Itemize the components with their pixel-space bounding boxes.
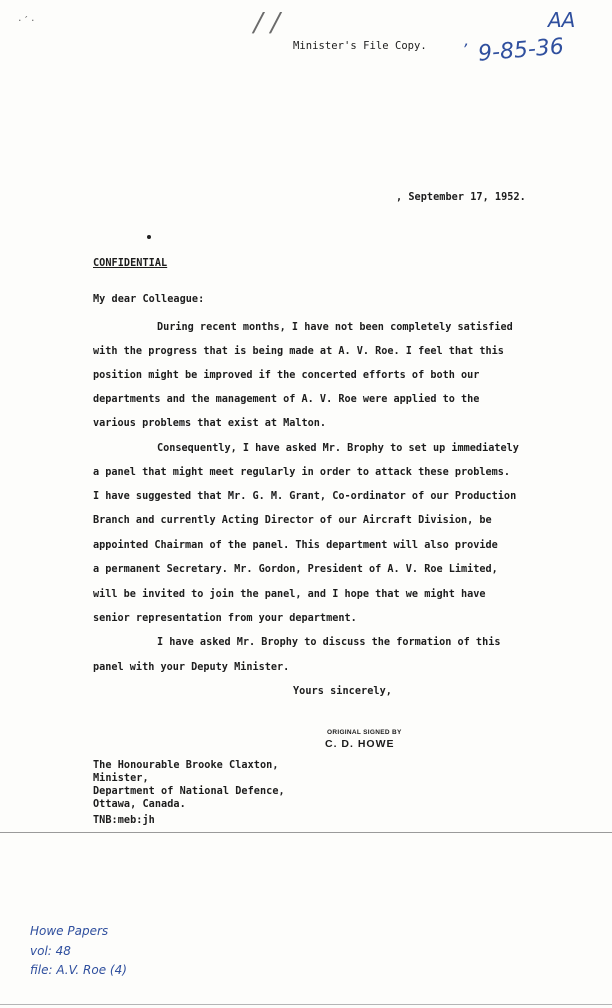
page-fold-line [0,832,612,833]
classification-heading: CONFIDENTIAL [93,258,168,269]
pencil-strokes: / / [250,8,283,38]
body-line: with the progress that is being made at A. V. Roe. I feel that this [93,346,504,357]
body-line: departments and the management of A. V. Roe were applied to the [93,394,480,405]
archive-note-line: vol: 48 [30,944,71,958]
body-line: During recent months, I have not been completely satisfied [157,322,513,333]
body-line: senior representation from your department. [93,613,357,624]
page-edge-line [0,1004,612,1005]
body-line: a permanent Secretary. Mr. Gordon, President of A. V. Roe Limited, [93,564,498,575]
body-line: Branch and currently Acting Director of our Aircraft Division, be [93,515,492,526]
recipient-line: The Honourable Brooke Claxton, [93,760,279,771]
signature-stamp-label: ORIGINAL SIGNED BY [327,729,402,736]
body-line: I have asked Mr. Brophy to discuss the formation of this [157,637,501,648]
archive-note-line: file: A.V. Roe (4) [30,963,127,977]
salutation: My dear Colleague: [93,294,205,305]
signature-name: C. D. HOWE [325,738,395,750]
recipient-line: Ottawa, Canada. [93,799,186,810]
handwritten-ref-number: 9-85-36 [477,34,565,67]
recipient-line: Department of National Defence, [93,786,285,797]
body-line: I have suggested that Mr. G. M. Grant, Co-ordinator of our Production [93,491,517,502]
pencil-marks: · ′ · [18,14,35,27]
file-copy-label: Minister's File Copy. [293,40,427,52]
closing: Yours sincerely, [293,686,392,697]
ink-dot [147,235,151,239]
archive-note-line: Howe Papers [30,924,109,938]
recipient-line: Minister, [93,773,149,784]
body-line: a panel that might meet regularly in order to attack these problems. [93,467,511,478]
letter-date: , September 17, 1952. [396,192,526,203]
handwritten-tick: ’ [462,40,468,59]
body-line: various problems that exist at Malton. [93,418,327,429]
typist-initials: TNB:meb:jh [93,815,155,826]
body-line: panel with your Deputy Minister. [93,662,290,673]
body-line: Consequently, I have asked Mr. Brophy to set up immediately [157,443,519,454]
body-line: appointed Chairman of the panel. This department will also provide [93,540,498,551]
body-line: will be invited to join the panel, and I hope that we might have [93,589,486,600]
body-line: position might be improved if the concerted efforts of both our [93,370,480,381]
handwritten-ref-code: AA [548,8,576,32]
